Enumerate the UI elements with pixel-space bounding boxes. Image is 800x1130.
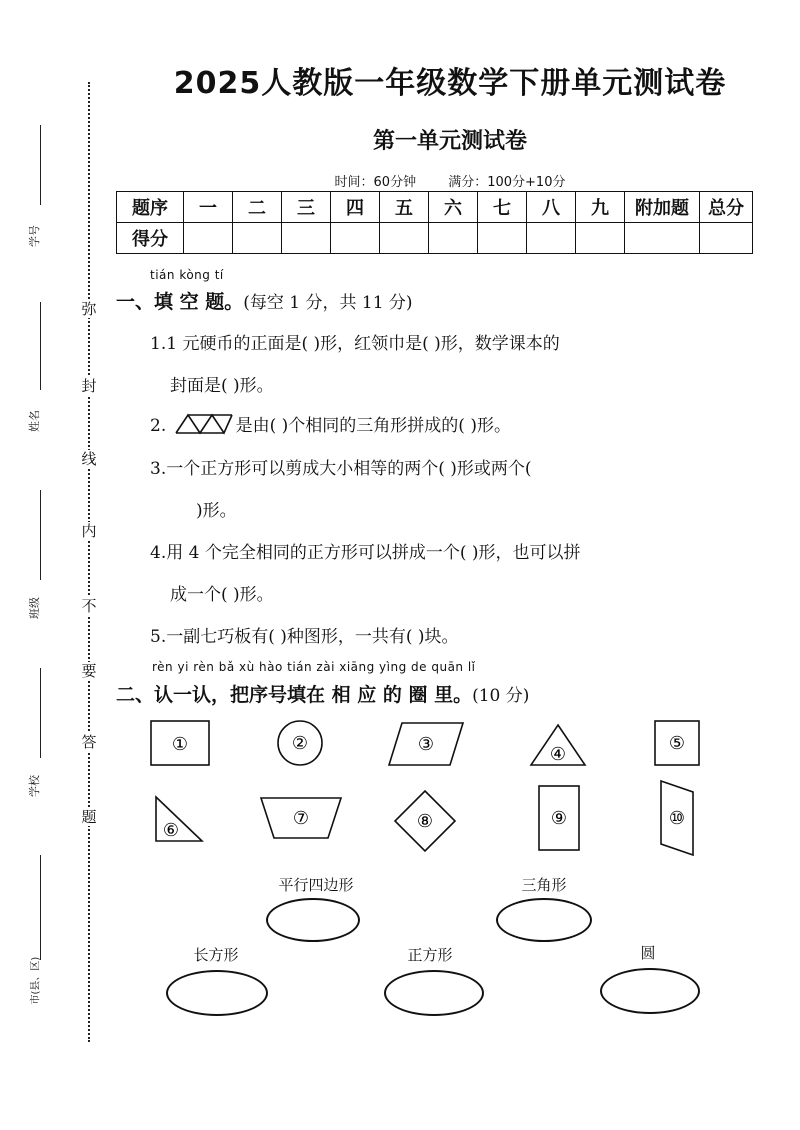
- category-triangle-oval[interactable]: [496, 898, 592, 942]
- seal-word: 内: [74, 522, 104, 540]
- name-label: 姓名: [28, 410, 41, 432]
- score-cell[interactable]: [478, 223, 527, 254]
- shape-label: ①: [171, 734, 189, 755]
- table-cell: 三: [282, 192, 331, 223]
- shape-label: ⑥: [162, 820, 180, 841]
- table-cell: 总分: [700, 192, 753, 223]
- exam-title: 2025人教版一年级数学下册单元测试卷: [173, 66, 727, 101]
- full-score: 满分：100分+10分: [448, 175, 566, 190]
- table-cell: 六: [429, 192, 478, 223]
- seal-word: 要: [74, 662, 104, 680]
- score-cell[interactable]: [380, 223, 429, 254]
- section2-title: 二、认一认，把序号填在 相 应 的 圈 里。: [116, 684, 473, 706]
- category-square-oval[interactable]: [384, 970, 484, 1016]
- section1-pinyin: tián kòng tí: [150, 268, 224, 282]
- seal-word: 答: [74, 733, 104, 751]
- table-cell: 八: [527, 192, 576, 223]
- category-rectangle-label: 长方形: [193, 946, 239, 964]
- shape-label: ⑧: [416, 811, 434, 832]
- table-cell: 得分: [117, 223, 184, 254]
- category-parallelogram-oval[interactable]: [266, 898, 360, 942]
- section2-points: (10 分): [472, 686, 530, 706]
- question-3-line1: 3.一个正方形可以剪成大小相等的两个( )形或两个(: [150, 459, 532, 479]
- shape-9-tall-rectangle: [538, 785, 580, 851]
- category-circle-oval[interactable]: [600, 968, 700, 1014]
- shape-label: ⑨: [550, 808, 568, 829]
- table-cell: 九: [576, 192, 625, 223]
- name-blank[interactable]: [40, 302, 41, 390]
- shape-3-parallelogram: [388, 722, 464, 766]
- score-cell[interactable]: [700, 223, 753, 254]
- student-id-blank[interactable]: [40, 125, 41, 205]
- question-4-line2: 成一个( )形。: [170, 585, 274, 605]
- question-2-text: 是由( )个相同的三角形拼成的( )形。: [235, 416, 511, 436]
- exam-info: [120, 171, 780, 190]
- question-1-line1: 1.1 元硬币的正面是( )形，红领巾是( )形，数学课本的: [150, 334, 560, 354]
- question-2-number: 2.: [150, 416, 167, 436]
- question-4-line1: 4.用 4 个完全相同的正方形可以拼成一个( )形，也可以拼: [150, 543, 581, 563]
- triangle-strip-icon: [174, 413, 234, 440]
- shape-label: ⑩: [668, 808, 686, 829]
- district-label: 市(县、区): [30, 956, 42, 1005]
- unit-subtitle: 第一单元测试卷: [372, 129, 527, 154]
- table-cell: 题序: [117, 192, 184, 223]
- shape-4-triangle: [530, 724, 586, 766]
- score-cell[interactable]: [233, 223, 282, 254]
- class-label: 班级: [28, 597, 41, 619]
- section1-points: (每空 1 分，共 11 分): [243, 293, 413, 313]
- shape-label: ④: [549, 744, 567, 765]
- seal-word: 不: [74, 597, 104, 615]
- district-blank[interactable]: [40, 855, 41, 960]
- table-row: [117, 192, 753, 223]
- shape-label: ⑤: [668, 733, 686, 754]
- shape-8-diamond: [394, 790, 456, 852]
- score-cell[interactable]: [429, 223, 478, 254]
- section1-title: 一、填 空 题。: [116, 291, 244, 313]
- shape-5-square: [654, 720, 700, 766]
- seal-word: 题: [74, 808, 104, 826]
- category-parallelogram-label: 平行四边形: [278, 876, 354, 894]
- score-cell[interactable]: [625, 223, 700, 254]
- score-cell[interactable]: [184, 223, 233, 254]
- table-cell: 附加题: [625, 192, 700, 223]
- category-circle-label: 圆: [640, 944, 656, 962]
- shape-6-right-triangle: [155, 796, 203, 842]
- question-2: [150, 411, 511, 440]
- seal-word: 线: [74, 450, 104, 468]
- category-square-label: 正方形: [407, 946, 453, 964]
- section2-heading: [116, 680, 529, 707]
- score-cell[interactable]: [331, 223, 380, 254]
- table-cell: 四: [331, 192, 380, 223]
- score-cell[interactable]: [576, 223, 625, 254]
- class-blank[interactable]: [40, 490, 41, 580]
- seal-word: 弥: [74, 300, 104, 318]
- table-cell: 五: [380, 192, 429, 223]
- question-5: 5.一副七巧板有( )种图形，一共有( )块。: [150, 627, 459, 647]
- time-limit: 时间：60分钟: [334, 175, 417, 190]
- table-row: [117, 223, 753, 254]
- student-id-label: 学号: [28, 225, 41, 247]
- seal-dotted-line: [88, 82, 90, 1042]
- question-3-line2: )形。: [196, 501, 237, 521]
- shape-2-circle: [276, 719, 324, 767]
- score-cell[interactable]: [527, 223, 576, 254]
- shape-label: ③: [417, 734, 435, 755]
- section2-pinyin: rèn yi rèn bǎ xù hào tián zài xiāng yìng de quān lǐ: [152, 660, 476, 674]
- section1-heading: [116, 287, 413, 314]
- shape-label: ⑦: [292, 808, 310, 829]
- seal-word: 封: [74, 377, 104, 395]
- school-label: 学校: [28, 775, 41, 797]
- shape-label: ②: [291, 733, 309, 754]
- score-table: [116, 191, 753, 254]
- table-cell: 二: [233, 192, 282, 223]
- score-cell[interactable]: [282, 223, 331, 254]
- category-rectangle-oval[interactable]: [166, 970, 268, 1016]
- shape-10-tall-parallelogram: [660, 780, 694, 856]
- school-blank[interactable]: [40, 668, 41, 758]
- table-cell: 七: [478, 192, 527, 223]
- shape-1-rectangle: [150, 720, 210, 766]
- category-triangle-label: 三角形: [521, 876, 567, 894]
- question-1-line2: 封面是( )形。: [170, 376, 274, 396]
- table-cell: 一: [184, 192, 233, 223]
- shape-7-trapezoid: [260, 797, 342, 839]
